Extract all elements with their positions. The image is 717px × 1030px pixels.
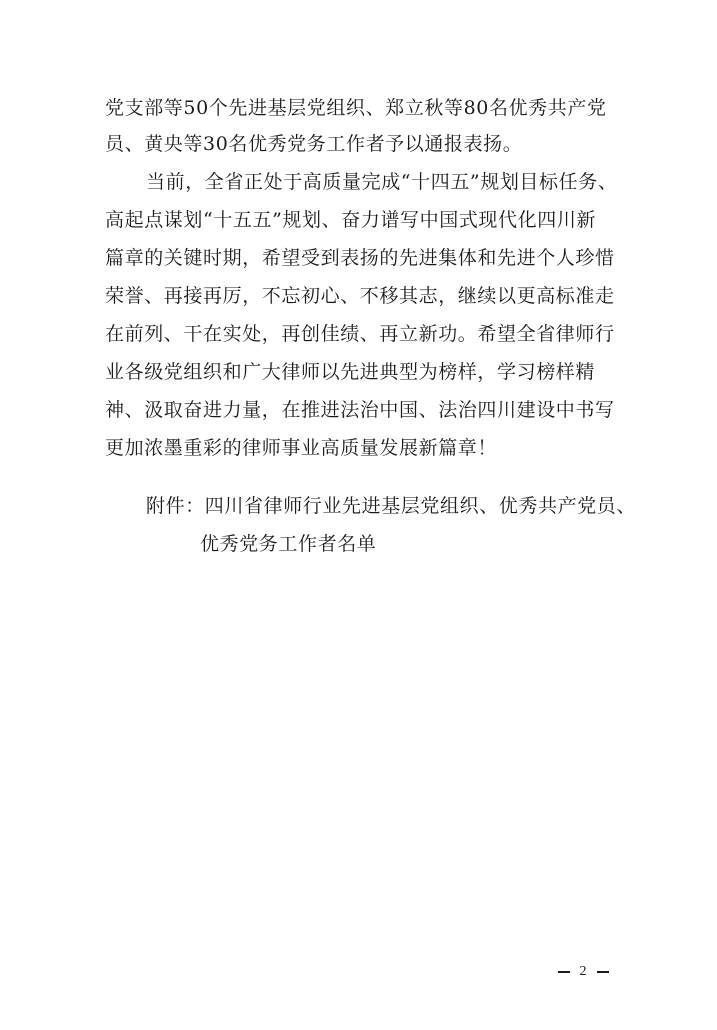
page-number-value: 2 — [579, 964, 587, 979]
paragraph-1-line-1: 党支部等50个先进基层党组织、郑立秋等80名优秀共产党 — [105, 97, 607, 119]
page-number-right-dash — [597, 971, 609, 973]
paragraph-2-line-2: 高起点谋划“十五五”规划、奋力谱写中国式现代化四川新 — [105, 209, 597, 231]
attachment-line-2: 优秀党务工作者名单 — [200, 533, 377, 555]
paragraph-2-line-6: 业各级党组织和广大律师以先进典型为榜样，学习榜样精 — [105, 361, 596, 383]
paragraph-2-line-8: 更加浓墨重彩的律师事业高质量发展新篇章！ — [105, 437, 498, 459]
page-number-left-dash — [558, 971, 570, 973]
paragraph-2-line-3: 篇章的关键时期，希望受到表扬的先进集体和先进个人珍惜 — [105, 247, 615, 269]
paragraph-2-line-4: 荣誉、再接再厉，不忘初心、不移其志，继续以更高标准走 — [105, 285, 615, 307]
attachment-line-1: 附件：四川省律师行业先进基层党组织、优秀共产党员、 — [146, 495, 637, 517]
page-number — [538, 960, 628, 984]
paragraph-2-line-7: 神、汲取奋进力量，在推进法治中国、法治四川建设中书写 — [105, 399, 615, 421]
paragraph-1-line-2: 员、黄央等30名优秀党务工作者予以通报表扬。 — [105, 133, 523, 155]
paragraph-2-line-5: 在前列、干在实处，再创佳绩、再立新功。希望全省律师行 — [105, 323, 615, 345]
paragraph-2-line-1: 当前，全省正处于高质量完成“十四五”规划目标任务、 — [146, 171, 618, 193]
